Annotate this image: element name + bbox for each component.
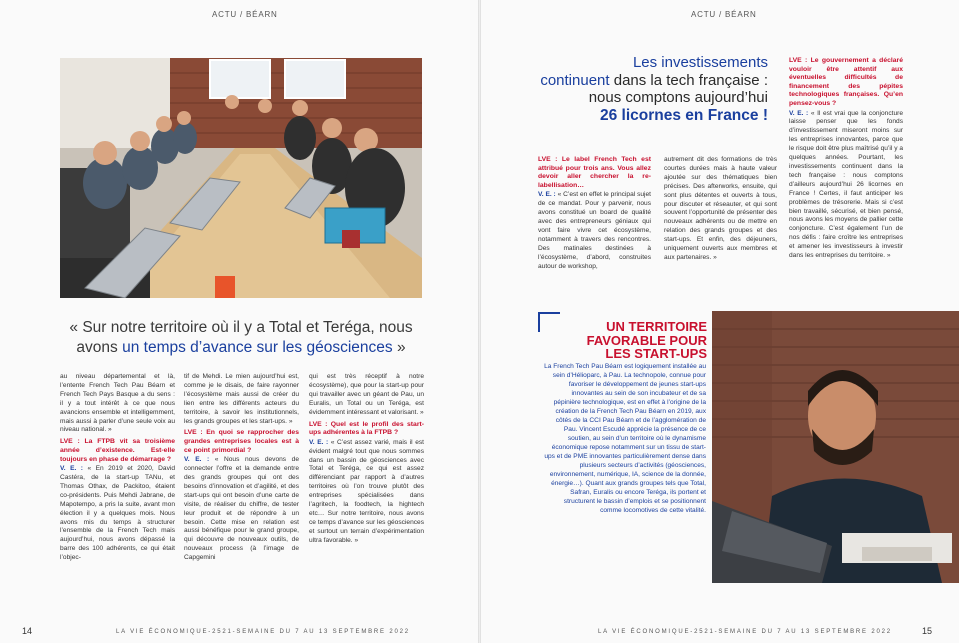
pull-quote: « Sur notre territoire où il y a Total et Teréga, nous avons un temps d’avance sur les géosciences »	[69, 319, 413, 356]
headline-quote: Les investissements continuent dans la tech française : nous comptons aujourd’hui 26 licornes en France !	[540, 54, 768, 124]
pull-quote-highlight: un temps d’avance sur les géosciences	[122, 339, 393, 356]
interview-answer: V. E. : « C’est en effet le principal sujet de ce mandat. Pour y parvenir, nous avons constitué un board de qualité avec des entrepreneurs géniaux qui vont faire vivre cet écosystème, notamment à travers des rencontres. Des matinales destinées à l’écosystème, d’abord, construites autour de workshop,	[538, 191, 651, 270]
article-column-2	[184, 373, 299, 595]
section-header: ACTU / BÉARN	[691, 10, 757, 19]
right-page	[481, 0, 959, 643]
paragraph: tif de Mehdi. Le mien aujourd’hui est, comme je le disais, de faire rayonner l’écosystème mais aussi de créer du lien entre les différents acteurs du territoire, à savoir les institutionnels, les grands groupes et les start-ups. »	[184, 373, 299, 425]
interview-question: LVE : Le label French Tech est attribué pour trois ans. Vous allez devoir aller chercher la re-labellisation…	[538, 156, 651, 189]
article-column-c	[789, 57, 903, 279]
meeting-photo	[60, 58, 422, 298]
paragraph: autrement dit des formations de très courtes durées mais à haute valeur ajoutée sur des thématiques bien précises. Des afterworks, ensuite, qui sont plus détentes et ouverts à tous, pour discuter et réseauter, et qui sont souvent l’opportunité de présenter des nouveaux adhérents ou de mettre en relation des grands groupes et des start-ups. Et enfin, des déjeuners, uniquement ouverts aux membres et aux partenaires. »	[664, 156, 777, 261]
portrait-photo	[712, 311, 959, 583]
interview-question: LVE : En quoi se rapprocher des grandes entreprises locales est à ce point primordial ?	[184, 429, 299, 454]
paragraph: au niveau départemental et là, l’entente French Tech Pau Béarn et French Tech Pays Basque a du sens : il y a tout intérêt à ce que nous avancions ensemble et intelligemment, mais aussi à parler d’une seule voix au niveau national. »	[60, 373, 175, 434]
paragraph: qui est très réceptif à notre écosystème), que pour la start-up pour qui travailler avec un géant de Pau, un Euralis, un Total ou un Teréga, est évidemment intéressant et valorisant. »	[309, 373, 424, 416]
page-footer: LA VIE ÉCONOMIQUE-2521-SEMAINE DU 7 AU 13 SEPTEMBRE 2022	[598, 629, 892, 635]
interview-answer: V. E. : « Nous nous devons de connecter l’offre et la demande entre des grands groupes qui ont des besoins d’innovation et d’agilité, et des start-ups qui ont besoin d’une carte de visite, de réaliser du chiffre, de tester leur produit et de répondre à un besoin. Cette mise en relation est aussi bénéfique pour le grand groupe, qui découvre de nouveaux outils, de nouveaux process (à l’image de Capgemini	[184, 456, 299, 562]
page-number: 14	[22, 626, 33, 636]
article-column-b	[664, 156, 777, 276]
sidebar-text: La French Tech Pau Béarn est logiquement installée au sein d’Hélioparc, à Pau. La technopole, connue pour favoriser le développement de jeunes start-ups innovantes au sein de son incubateur et de sa pépinière technologique, est en effet à l’origine de la création de la French Tech Pau Béarn en 2019, aux côtés de la CCI Pau Béarn et de l’agglomération de Pau. Vincent Escudé apprécie la présence de ce soutien, au sein d’un territoire où le dynamisme économique repose notamment sur un tissu de start-ups et de PME innovantes particulièrement dense dans plusieurs secteurs d’activités (géosciences, environnement, numérique, IA, science de la donnée, énergie…). Quant aux grands groupes tels que Total, Safran, Euralis ou encore Teréga, ils portent et structurent le bassin d’emplois et se positionnent comme locomotives de cette vitalité.	[544, 363, 706, 514]
page-number: 15	[922, 626, 933, 636]
interview-answer: V. E. : « En 2019 et 2020, David Castéra, de la start-up TANu, et Thomas Othax, de Packitoo, étaient co-présidents. Puis Mehdi Jabrane, de Mapotempo, a pris la suite, avant mon élection il y a quelques mois. Nous avons mis du temps à structurer l’ensemble de la French Tech mais aujourd’hui, nous avons dépassé la barre des 100 adhérents, ce qui était l’objec-	[60, 465, 175, 562]
article-column-a	[538, 156, 651, 276]
interview-question: LVE : Quel est le profil des start-ups adhérentes à la FTPB ?	[309, 420, 424, 437]
article-column-3	[309, 373, 424, 595]
interview-answer: V. E. : « C’est assez varié, mais il est évident malgré tout que nous sommes dans un bassin de géosciences avec Total et Teréga, ce qui est assez différenciant par rapport à d’autres territoires où l’on trouve plutôt des entreprises spécialisées dans l’agritech, la foodtech, la hightech etc… Sur notre territoire, nous avons ce temps d’avance sur les géosciences et surtout un terrain d’expérimentation ultra favorable. »	[309, 438, 424, 544]
interview-answer: V. E. : « Il est vrai que la conjoncture laisse penser que les fonds d’investissement miseront moins sur les entreprises innovantes, parce que le risque doit être plus maîtrisé qu’il y a quelques années. Pourtant, les investissements continuent dans la tech française : nous comptons d’ailleurs aujourd’hui 26 licornes en France ! Certes, il faut anticiper les problèmes de trésorerie. Mais si c’est bien travaillé, sécurisé, et bien pensé, nous avons les moyens de pallier cette conjoncture. C’est également l’un de nos défis : faire croître les entreprises et amener les investisseurs à investir dans les entreprises du territoire. »	[789, 109, 903, 260]
left-page	[0, 0, 478, 643]
interview-question: LVE : Le gouvernement a déclaré vouloir être attentif aux éventuelles difficultés de financement des pépites technologiques françaises. Qu’en pensez-vous ?	[789, 57, 903, 107]
page-footer: LA VIE ÉCONOMIQUE-2521-SEMAINE DU 7 AU 13 SEPTEMBRE 2022	[116, 629, 410, 635]
article-column-1	[60, 373, 175, 595]
sidebar-title: UN TERRITOIRE FAVORABLE POUR LES START-UPS	[586, 319, 707, 361]
section-header: ACTU / BÉARN	[212, 10, 278, 19]
interview-question: LVE : La FTPB vit sa troisième année d’existence. Est-elle toujours en phase de démarrage ?	[60, 438, 175, 463]
